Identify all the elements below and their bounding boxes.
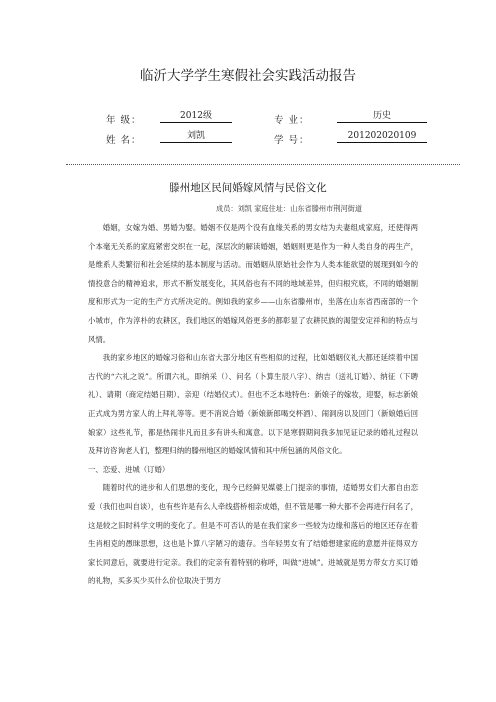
- major-value: 历史: [337, 110, 427, 123]
- paragraph: 随着时代的进步和人们思想的变化，现今已经鲜见媒婆上门提亲的事情，适婚男女们大都自由恋爱（我们也叫自谈），也有些许是有么人牵线搭桥相亲成婚，但不管是哪一种大都不会再进行问名了，这是较之旧时科学文明的变化了。但是不可否认的是在我们家乡一些较为边缘和落后的地区还存在着生肖相克的愚昧思想，这也是卜算八字陋习的遗存。当年轻男女有了结婚想建家庭的意愿并征得双方家长同意后，就要进行定亲。我们的定亲有着特别的称呼，叫做“进城”。进城就是男方带女方买订婚的礼物，买多买少买什么价位取决于男方: [88, 483, 418, 586]
- paragraph: 婚姻，女嫁为婚、男婚为娶。婚姻不仅是两个没有血缘关系的男女结为夫妻组成家庭，还使得两个本毫无关系的家庭紧密交织在一起，深层次的解读婚姻，婚姻则更是作为一种人类自身的再生产，是维系人类繁衍和社会延续的基本制度与活动。而婚姻从原始社会作为人类本能欲望的展现到如今的情投意合的精神追求，形式不断发展变化，其风俗也有不同的地域差异，但归根究底，不同的婚姻制度和形式为一定的生产方式所决定的。例如我的家乡——山东省滕州市，坐落在山东省西南部的一个小城市，作为淳朴的农耕区，我们地区的婚嫁风俗更多的都彰显了农耕民族的渴望安定祥和的特点与风情。: [88, 223, 418, 344]
- grade-value: 2012级: [160, 110, 232, 123]
- dotted-separator: [66, 164, 460, 165]
- paragraph: 我的家乡地区的婚嫁习俗和山东省大部分地区有些相似的过程，比如婚姻仪礼大都还延续着中国古代的“六礼之说”。所谓六礼，即纳采（）、问名（卜算生辰八字）、纳吉（送礼订婚）、纳征（下聘礼）、请期（商定结婚日期）、亲迎（结婚仪式）。但也不乏本地特色：新娘子的嫁妆，迎娶，标志新娘正式成为男方家人的上拜礼等等。更不消说合婚（新娘新郎喝交杯酒）、闹洞房以及回门（新娘婚后回娘家）这些礼节，都是热闹非凡而且多有讲头和寓意。以下是寒假期间我多加见证记录的婚礼过程以及拜访咨询老人们，整理归纳的滕州地区的婚嫁风情和其中所包涵的风俗文化。: [88, 353, 418, 456]
- section-heading: 一、恋爱、进城（订婚）: [88, 464, 170, 474]
- name-label: 姓 名：: [106, 135, 142, 146]
- article-title: 滕州地区民间婚嫁风情与民俗文化: [169, 182, 327, 194]
- report-title: 临沂大学学生寒假社会实践活动报告: [140, 68, 356, 84]
- student-id-label: 学 号：: [274, 135, 310, 146]
- article-body: [88, 219, 418, 591]
- student-id-value: 201202020109: [337, 130, 427, 143]
- article-byline: 成员：刘凯 家庭住址：山东省滕州市荆河街道: [216, 204, 363, 213]
- major-label: 专 业：: [274, 115, 310, 126]
- name-value: 刘凯: [160, 130, 232, 143]
- grade-label: 年 级：: [106, 115, 142, 126]
